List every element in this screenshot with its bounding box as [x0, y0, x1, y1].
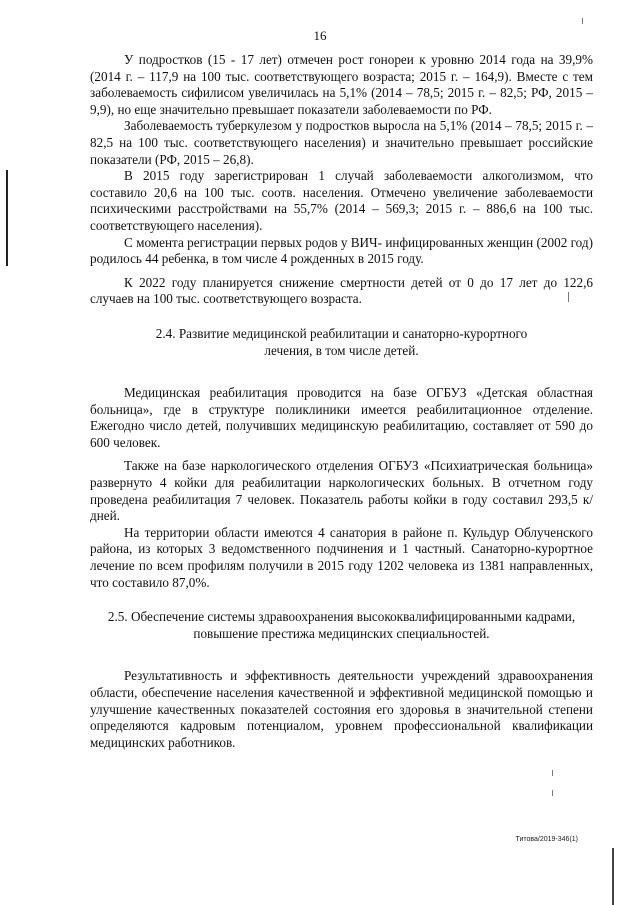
- paragraph-medical-rehabilitation: Медицинская реабилитация проводится на базе ОГБУЗ «Детская областная больница», где в структуре поликлиники имеется реабилитационное отделение. Ежегодно число детей, получивших медицинскую реабилитацию, составляет от 590 до 600 человек.: [90, 385, 593, 450]
- document-body: [90, 52, 593, 751]
- paragraph-tuberculosis-teens: Заболеваемость туберкулезом у подростков выросла на 5,1% (2014 – 78,5; 2015 г. – 82,5 на 100 тыс. соответствующего населения) и значительно превышает российские показатели (РФ, 2015 – 26,8).: [90, 118, 593, 167]
- document-reference: Титова/2019-346(1): [515, 836, 578, 843]
- section-2-5-heading: 2.5. Обеспечение системы здравоохранения высококвалифицированными кадрами, повышение престижа медицинских специальностей.: [107, 609, 576, 641]
- paragraph-staffing: Результативность и эффективность деятельности учреждений здравоохранения области, обеспечение населения качественной и эффективной медицинской помощью и улучшение качественных показателей состояния его здоровья в значительной степени определяются кадровым потенциалом, уровнем профессиональной квалификации медицинских работников.: [90, 668, 593, 750]
- paragraph-mortality-target: К 2022 году планируется снижение смертности детей от 0 до 17 лет до 122,6 случаев на 100 тыс. соответствующего возраста.: [90, 274, 593, 307]
- paragraph-narcology-rehabilitation: Также на базе наркологического отделения ОГБУЗ «Психиатрическая больница» развернуто 4 койки для реабилитации наркологических больных. В отчетном году проведена реабилитация 7 человек. Показатель работы койки в году составил 293,5 к/дней.: [90, 458, 593, 524]
- scan-artifact-dot: [552, 770, 553, 776]
- paragraph-gonorrhea-teens: У подростков (15 - 17 лет) отмечен рост гонореи к уровню 2014 года на 39,9% (2014 г. – 117,9 на 100 тыс. соответствующего возраста; 2015 г. – 164,9). Вместе с тем заболеваемость сифилисом увеличилась на 5,1% (2014 – 78,5; 2015 г. – 82,5; РФ, 2015 – 9,9), но еще значительно превышает показатели заболеваемости по РФ.: [90, 52, 593, 117]
- section-2-4-heading: 2.4. Развитие медицинской реабилитации и санаторно-курортного лечения, в том числе детей.: [155, 325, 528, 358]
- scan-artifact-line: [6, 170, 8, 266]
- page-number: 16: [313, 28, 327, 43]
- scan-artifact-dot: [568, 292, 569, 302]
- scan-artifact-dot: [582, 18, 583, 24]
- scan-artifact-dot: [552, 790, 553, 796]
- paragraph-alcoholism-mental: В 2015 году зарегистрирован 1 случай заболеваемости алкоголизмом, что составило 20,6 на 100 тыс. соотв. населения. Отмечено увеличение заболеваемости психическими расстройствами на 55,7% (2014 – 569,3; 2015 г. – 886,6 на 100 тыс. соответствующего населения).: [90, 168, 593, 233]
- paragraph-sanatoriums: На территории области имеются 4 санатория в районе п. Кульдур Облученского района, из которых 3 ведомственного подчинения и 1 частный. Санаторно-курортное лечение по всем профилям получили в 2015 году 1202 человека из 1381 направленных, что составило 87,0%.: [90, 524, 593, 590]
- paragraph-hiv-births: С момента регистрации первых родов у ВИЧ- инфицированных женщин (2002 год) родилось 44 ребенка, в том числе 4 рожденных в 2015 году.: [90, 234, 593, 267]
- scan-artifact-line: [612, 848, 614, 905]
